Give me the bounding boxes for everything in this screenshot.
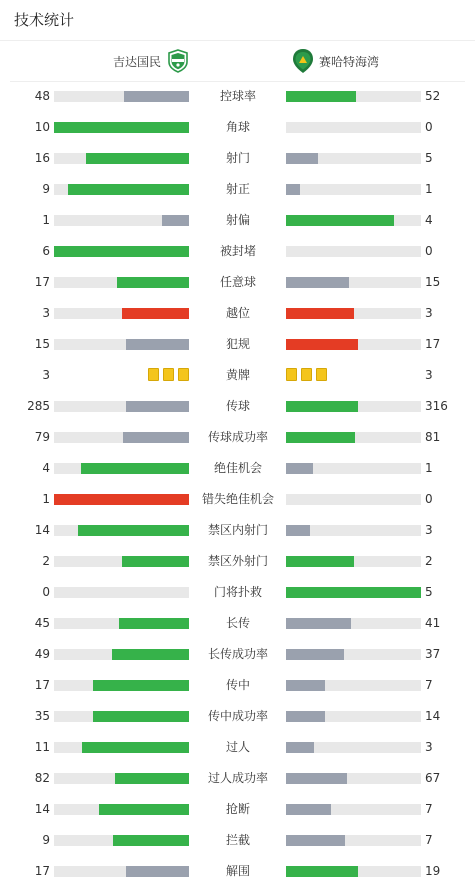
stat-row: [0, 578, 475, 609]
stats-list: [0, 82, 475, 888]
home-bar-fill: [119, 618, 189, 629]
home-bar-fill: [126, 866, 189, 877]
away-stat-value: 3: [425, 523, 433, 537]
home-bar-track: [54, 246, 189, 257]
away-bar-fill: [286, 773, 347, 784]
home-bar-track: [54, 401, 189, 412]
away-bar-track: [286, 401, 421, 412]
home-bar-track: [54, 773, 189, 784]
away-bar-fill: [286, 711, 325, 722]
stat-row: [0, 330, 475, 361]
home-stat-value: 14: [34, 802, 50, 816]
home-bar-fill: [126, 401, 189, 412]
away-stat-value: 19: [425, 864, 441, 878]
away-bar-track: [286, 649, 421, 660]
stat-label: 控球率: [219, 89, 256, 103]
home-bar-track: [54, 463, 189, 474]
away-bar-fill: [286, 432, 355, 443]
away-bar-track: [286, 277, 421, 288]
away-bar-track: [286, 866, 421, 877]
home-bar-track: [54, 91, 189, 102]
away-bar-fill: [286, 308, 354, 319]
away-bar-fill: [286, 835, 345, 846]
away-cards: [286, 368, 327, 381]
home-bar-track: [54, 339, 189, 350]
home-team-name: 吉达国民: [113, 54, 162, 69]
stat-label: 禁区内射门: [207, 523, 268, 537]
stat-label: 过人成功率: [207, 771, 268, 785]
home-bar-fill: [93, 711, 189, 722]
away-team[interactable]: [292, 48, 379, 74]
away-bar-fill: [286, 680, 325, 691]
away-stat-value: 2: [425, 554, 433, 568]
home-bar-fill: [115, 773, 189, 784]
stat-label: 被封堵: [219, 244, 256, 258]
away-bar-track: [286, 525, 421, 536]
home-stat-value: 79: [34, 430, 50, 444]
stat-row: [0, 702, 475, 733]
stat-label: 射门: [225, 151, 250, 165]
home-bar-fill: [122, 308, 190, 319]
home-bar-track: [54, 308, 189, 319]
home-bar-track: [54, 804, 189, 815]
stat-label: 禁区外射门: [207, 554, 268, 568]
away-stat-value: 1: [425, 461, 433, 475]
away-bar-track: [286, 587, 421, 598]
home-bar-fill: [93, 680, 189, 691]
home-stat-value: 285: [27, 399, 50, 413]
away-stat-value: 81: [425, 430, 441, 444]
home-bar-fill: [54, 246, 189, 257]
al-khaleej-crest-icon: [292, 48, 314, 74]
away-bar-fill: [286, 401, 358, 412]
stat-row: [0, 795, 475, 826]
away-bar-fill: [286, 184, 300, 195]
away-bar-track: [286, 804, 421, 815]
away-bar-fill: [286, 525, 310, 536]
home-stat-value: 1: [42, 213, 50, 227]
home-stat-value: 9: [42, 182, 50, 196]
home-bar-fill: [126, 339, 189, 350]
page-title: 技术统计: [14, 11, 75, 29]
away-bar-fill: [286, 215, 394, 226]
away-bar-track: [286, 184, 421, 195]
yellow-card-icon: [301, 368, 312, 381]
home-bar-track: [54, 556, 189, 567]
stat-label: 长传: [225, 616, 250, 630]
home-bar-fill: [82, 742, 189, 753]
away-bar-track: [286, 122, 421, 133]
away-bar-track: [286, 773, 421, 784]
home-stat-value: 10: [34, 120, 50, 134]
home-bar-fill: [68, 184, 190, 195]
stat-row: [0, 392, 475, 423]
stat-label: 传球成功率: [207, 430, 268, 444]
home-bar-fill: [124, 91, 189, 102]
stat-row: [0, 857, 475, 888]
away-stat-value: 3: [425, 368, 433, 382]
away-stat-value: 4: [425, 213, 433, 227]
home-bar-fill: [117, 277, 189, 288]
away-bar-track: [286, 463, 421, 474]
away-bar-track: [286, 742, 421, 753]
away-bar-track: [286, 339, 421, 350]
stat-row: [0, 764, 475, 795]
home-stat-value: 17: [34, 275, 50, 289]
away-stat-value: 37: [425, 647, 441, 661]
away-bar-track: [286, 91, 421, 102]
home-bar-fill: [162, 215, 189, 226]
stat-row: [0, 299, 475, 330]
home-bar-track: [54, 525, 189, 536]
away-bar-fill: [286, 742, 314, 753]
home-stat-value: 15: [34, 337, 50, 351]
stat-label: 犯规: [225, 337, 250, 351]
yellow-card-icon: [148, 368, 159, 381]
home-bar-track: [54, 432, 189, 443]
home-stat-value: 17: [34, 678, 50, 692]
home-bar-fill: [113, 835, 189, 846]
stat-row: [0, 547, 475, 578]
stat-label: 黄牌: [225, 368, 250, 382]
stat-label: 射正: [225, 182, 250, 196]
stat-row: [0, 516, 475, 547]
home-stat-value: 4: [42, 461, 50, 475]
away-stat-value: 41: [425, 616, 441, 630]
home-bar-track: [54, 835, 189, 846]
stat-label: 角球: [225, 120, 250, 134]
stat-label: 传球: [225, 399, 250, 413]
stat-row: [0, 206, 475, 237]
away-stat-value: 316: [425, 399, 448, 413]
away-bar-fill: [286, 587, 421, 598]
home-bar-track: [54, 277, 189, 288]
home-stat-value: 0: [42, 585, 50, 599]
home-bar-track: [54, 494, 189, 505]
away-bar-fill: [286, 91, 356, 102]
away-stat-value: 3: [425, 306, 433, 320]
stat-label: 门将扑救: [213, 585, 262, 599]
home-bar-fill: [112, 649, 189, 660]
stat-row: [0, 609, 475, 640]
away-stat-value: 7: [425, 833, 433, 847]
home-bar-fill: [54, 122, 189, 133]
home-stat-value: 1: [42, 492, 50, 506]
home-bar-track: [54, 618, 189, 629]
stat-row: [0, 82, 475, 113]
away-bar-fill: [286, 463, 313, 474]
home-stat-value: 11: [34, 740, 50, 754]
home-stat-value: 45: [34, 616, 50, 630]
home-bar-fill: [81, 463, 189, 474]
home-bar-track: [54, 215, 189, 226]
away-bar-track: [286, 711, 421, 722]
home-bar-fill: [123, 432, 189, 443]
away-bar-fill: [286, 866, 358, 877]
away-stat-value: 5: [425, 151, 433, 165]
away-bar-fill: [286, 804, 331, 815]
home-stat-value: 49: [34, 647, 50, 661]
stat-row: [0, 733, 475, 764]
away-stat-value: 1: [425, 182, 433, 196]
home-bar-track: [54, 122, 189, 133]
yellow-card-icon: [178, 368, 189, 381]
stat-label: 错失绝佳机会: [201, 492, 274, 506]
stat-row: [0, 423, 475, 454]
home-bar-fill: [78, 525, 189, 536]
stat-label: 射偏: [225, 213, 250, 227]
stat-label: 绝佳机会: [213, 461, 262, 475]
away-bar-track: [286, 618, 421, 629]
away-bar-track: [286, 680, 421, 691]
home-bar-track: [54, 587, 189, 598]
stat-label: 传中: [225, 678, 250, 692]
stat-row: [0, 361, 475, 392]
al-ahli-crest-icon: [167, 49, 189, 73]
stat-row: [0, 175, 475, 206]
home-stat-value: 82: [34, 771, 50, 785]
yellow-card-icon: [286, 368, 297, 381]
away-bar-track: [286, 246, 421, 257]
away-stat-value: 52: [425, 89, 441, 103]
header-divider: [0, 40, 475, 41]
yellow-card-icon: [163, 368, 174, 381]
away-bar-fill: [286, 277, 349, 288]
away-bar-track: [286, 215, 421, 226]
stat-row: [0, 237, 475, 268]
home-bar-track: [54, 680, 189, 691]
home-stat-value: 35: [34, 709, 50, 723]
away-bar-track: [286, 494, 421, 505]
away-team-name: 赛哈特海湾: [319, 54, 380, 69]
home-bar-fill: [86, 153, 189, 164]
away-bar-track: [286, 153, 421, 164]
yellow-card-icon: [316, 368, 327, 381]
away-stat-value: 0: [425, 244, 433, 258]
stat-label: 解围: [225, 864, 250, 878]
away-bar-track: [286, 308, 421, 319]
stat-label: 任意球: [219, 275, 256, 289]
stat-label: 拦截: [225, 833, 250, 847]
stat-row: [0, 144, 475, 175]
away-bar-fill: [286, 618, 351, 629]
away-bar-fill: [286, 339, 358, 350]
home-stat-value: 6: [42, 244, 50, 258]
stat-row: [0, 671, 475, 702]
away-bar-fill: [286, 649, 344, 660]
home-stat-value: 48: [34, 89, 50, 103]
away-bar-fill: [286, 153, 318, 164]
away-stat-value: 3: [425, 740, 433, 754]
away-stat-value: 17: [425, 337, 441, 351]
home-stat-value: 2: [42, 554, 50, 568]
home-bar-fill: [99, 804, 189, 815]
stat-row: [0, 485, 475, 516]
away-stat-value: 0: [425, 492, 433, 506]
home-stat-value: 3: [42, 368, 50, 382]
home-stat-value: 14: [34, 523, 50, 537]
stat-row: [0, 113, 475, 144]
stat-row: [0, 268, 475, 299]
home-bar-fill: [54, 494, 189, 505]
stat-label: 越位: [225, 306, 250, 320]
home-bar-track: [54, 866, 189, 877]
stat-label: 长传成功率: [207, 647, 268, 661]
away-stat-value: 67: [425, 771, 441, 785]
home-bar-track: [54, 711, 189, 722]
stat-row: [0, 454, 475, 485]
stat-label: 传中成功率: [207, 709, 268, 723]
away-stat-value: 0: [425, 120, 433, 134]
home-bar-track: [54, 742, 189, 753]
away-stat-value: 7: [425, 802, 433, 816]
home-stat-value: 16: [34, 151, 50, 165]
away-stat-value: 14: [425, 709, 441, 723]
away-stat-value: 7: [425, 678, 433, 692]
stat-row: [0, 640, 475, 671]
home-team[interactable]: [113, 48, 189, 74]
home-bar-track: [54, 184, 189, 195]
away-bar-track: [286, 556, 421, 567]
home-bar-fill: [122, 556, 190, 567]
away-bar-track: [286, 835, 421, 846]
stat-row: [0, 826, 475, 857]
away-stat-value: 5: [425, 585, 433, 599]
away-bar-fill: [286, 556, 354, 567]
home-stat-value: 3: [42, 306, 50, 320]
home-bar-track: [54, 153, 189, 164]
stat-label: 过人: [225, 740, 250, 754]
away-bar-track: [286, 432, 421, 443]
home-stat-value: 9: [42, 833, 50, 847]
home-stat-value: 17: [34, 864, 50, 878]
home-bar-track: [54, 649, 189, 660]
home-cards: [148, 368, 189, 381]
away-stat-value: 15: [425, 275, 441, 289]
stat-label: 抢断: [225, 802, 250, 816]
